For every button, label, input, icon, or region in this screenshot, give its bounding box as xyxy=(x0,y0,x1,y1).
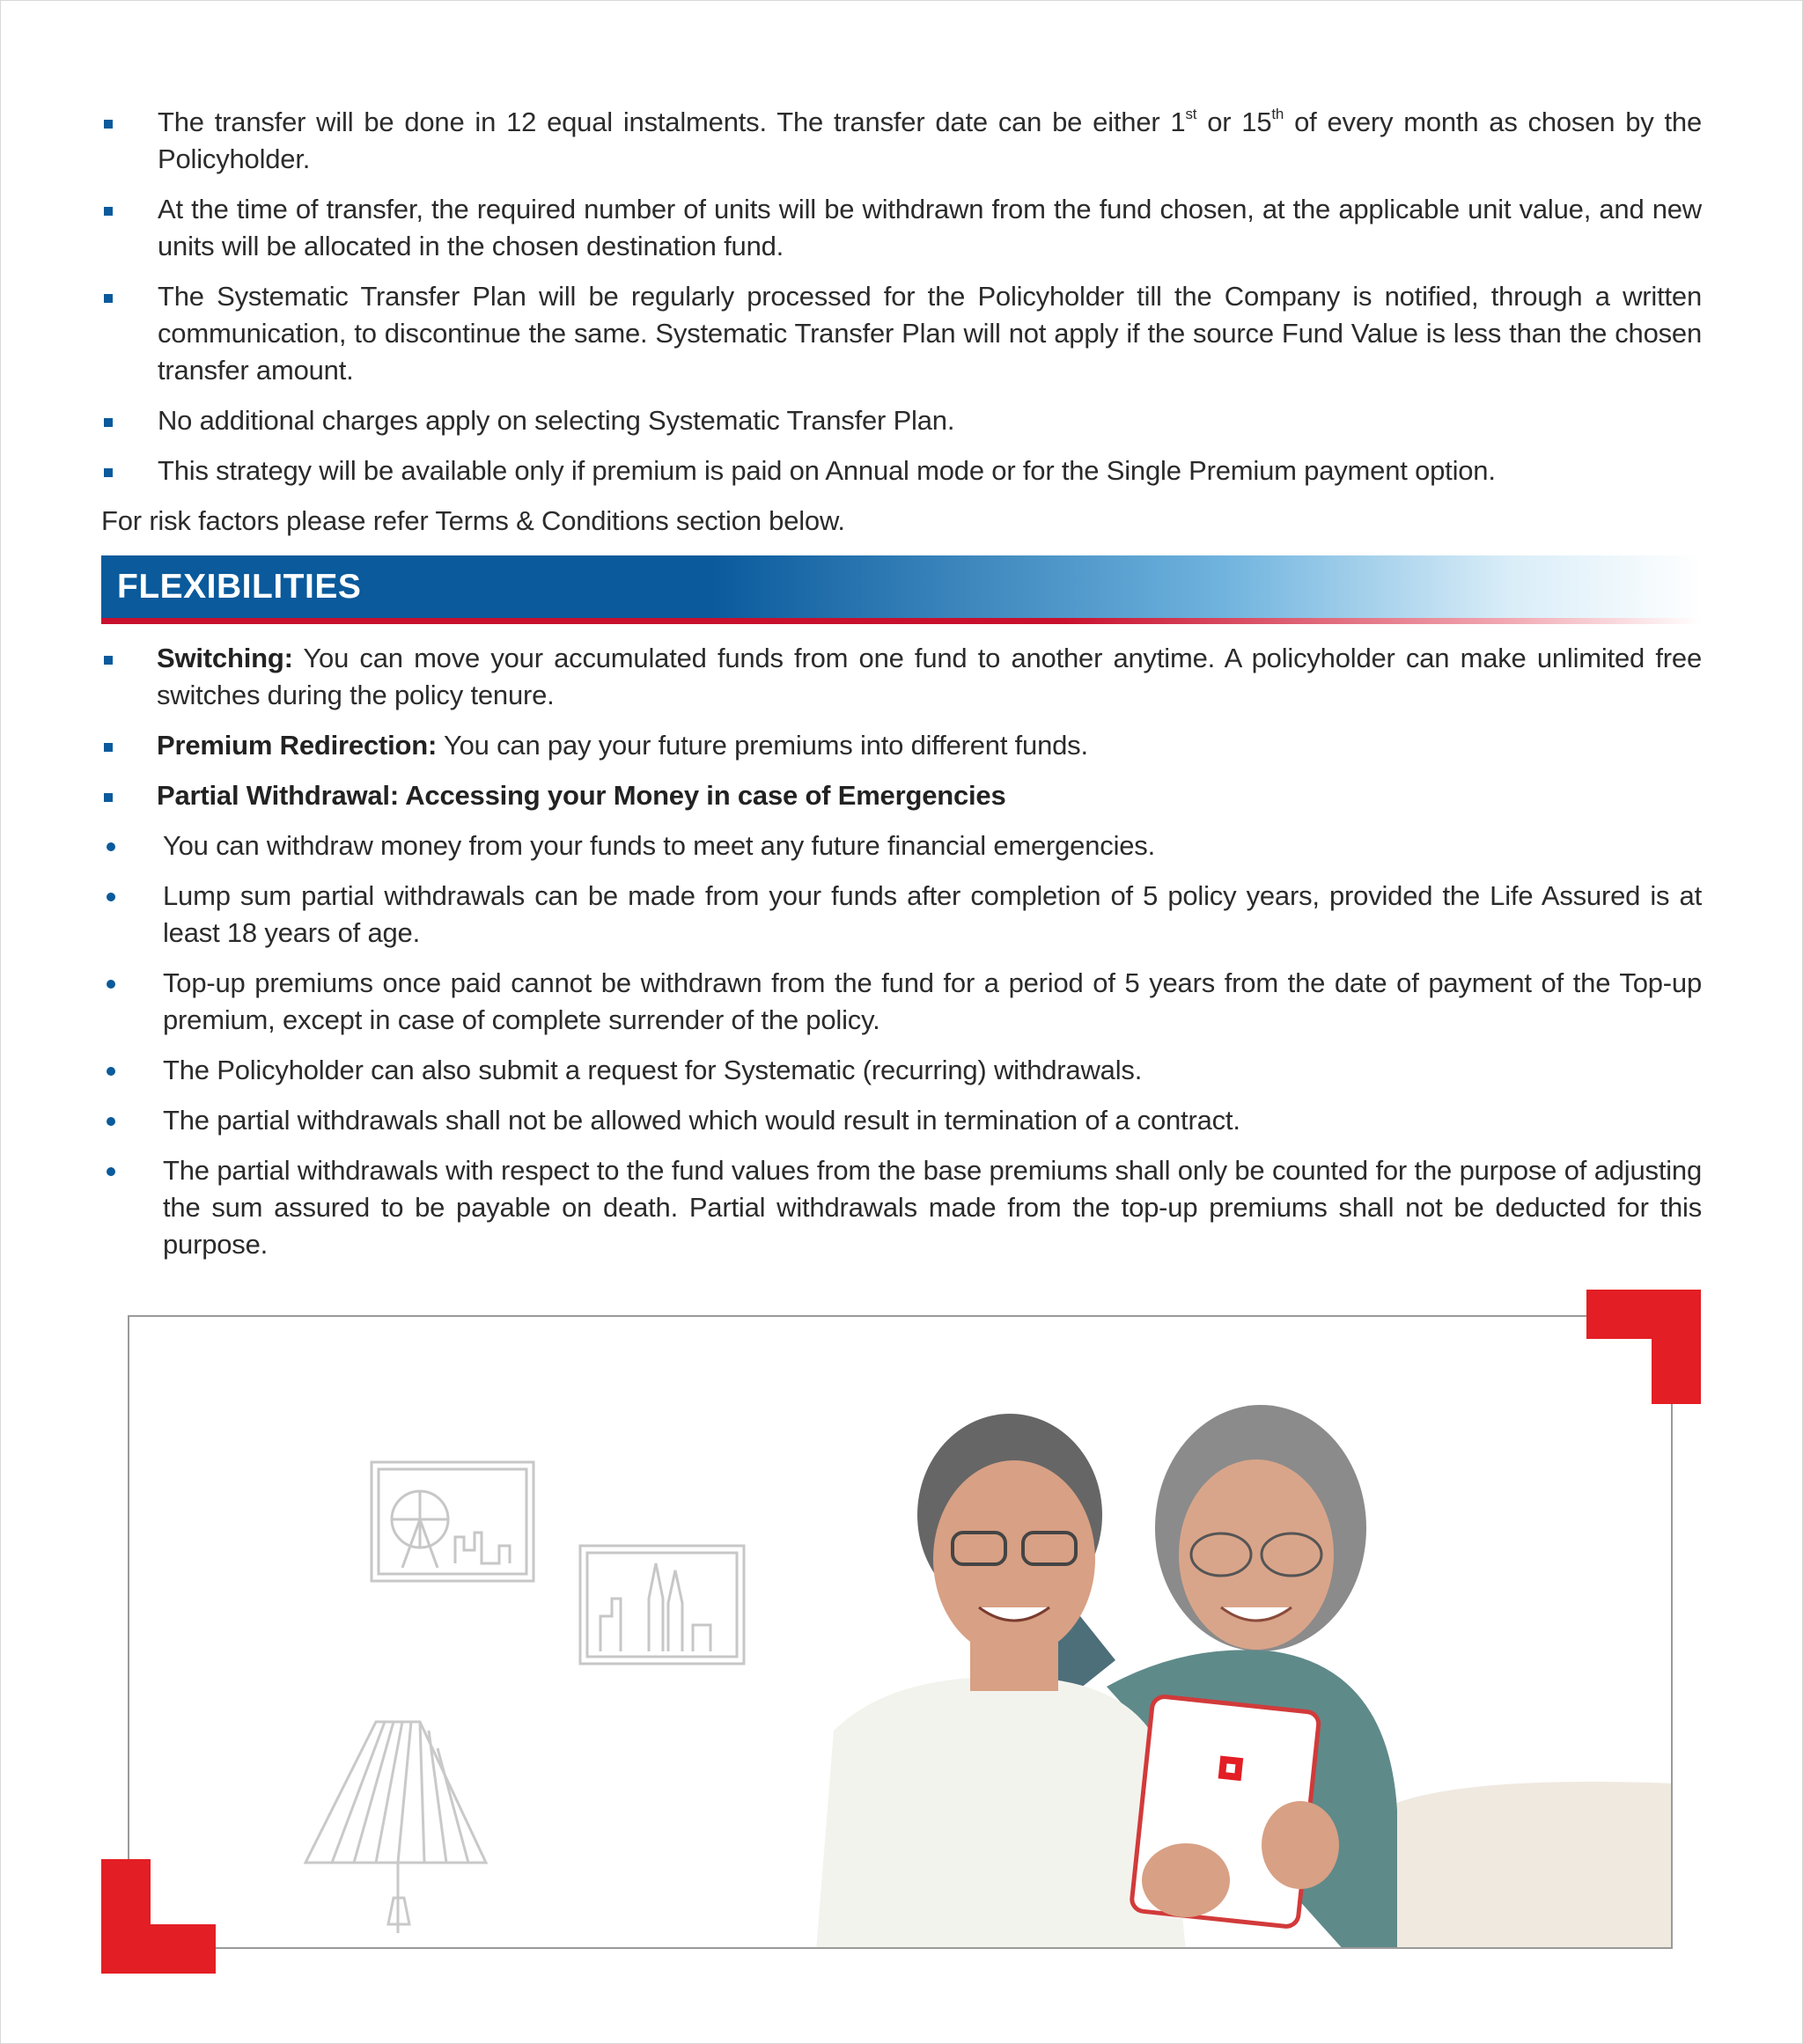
sofa xyxy=(1362,1782,1673,1949)
square-bullet-icon xyxy=(104,207,113,216)
risk-note: For risk factors please refer Terms & Conditions section below. xyxy=(101,505,845,536)
round-bullet-icon xyxy=(107,1117,115,1126)
square-bullet-icon xyxy=(104,418,113,427)
corner-bracket-top-right-icon xyxy=(1586,1290,1701,1404)
partial-withdrawal-points xyxy=(101,827,1702,1263)
section-title: FLEXIBILITIES xyxy=(117,568,362,606)
hand xyxy=(1262,1801,1339,1889)
square-bullet-icon xyxy=(104,793,113,802)
section-header-flexibilities xyxy=(101,555,1702,619)
list-item: Lump sum partial withdrawals can be made from your funds after completion of 5 policy years, provided the Life Assured is at least 18 years of age. xyxy=(101,878,1702,952)
list-item-switching: Switching: You can move your accumulated funds from one fund to another anytime. A policyholder can make unlimited free switches during the policy tenure. xyxy=(101,640,1702,714)
list-item: At the time of transfer, the required number of units will be withdrawn from the fund chosen, at the applicable unit value, and new units will be allocated in the chosen destination fund. xyxy=(101,191,1702,265)
hand xyxy=(1142,1843,1230,1917)
list-item: The partial withdrawals with respect to the fund values from the base premiums shall only be counted for the purpose of adjusting the sum assured to be payable on death. Partial withdrawals made from the top-up premiums shall not be deducted for this purpose. xyxy=(101,1152,1702,1263)
list-item: The Policyholder can also submit a request for Systematic (recurring) withdrawals. xyxy=(101,1052,1702,1089)
list-item: No additional charges apply on selecting Systematic Transfer Plan. xyxy=(101,402,1702,439)
list-item: You can withdraw money from your funds to meet any future financial emergencies. xyxy=(101,827,1702,864)
corner-bracket-bottom-left-icon xyxy=(101,1859,216,1974)
square-bullet-icon xyxy=(104,120,113,129)
square-bullet-icon xyxy=(104,743,113,752)
tablet-icon xyxy=(1130,1695,1320,1928)
round-bullet-icon xyxy=(107,893,115,901)
square-bullet-icon xyxy=(104,656,113,665)
list-item-partial-withdrawal: Partial Withdrawal: Accessing your Money in case of Emergencies You can withdraw money from your funds to meet any future financial emergencies. Lump sum partial withdrawals can be made from your funds after completion of 5 policy years, provided the Life Assured is at least 18 years of age. Top-up premiums once paid cannot be withdrawn from the fund for a period of 5 years from the date of payment of the Top-up premium, except in case of complete surrender of the policy. The Policyholder can also submit a request for Systematic (recurring) withdrawals. The partial withdrawals shall not be allowed which would result in termination of a contract. The partial withdrawals with respect to the fund values from the base premiums shall only be counted for the purpose of adjusting the sum assured to be payable on death. Partial withdrawals made from the top-up premiums shall not be deducted for this purpose. xyxy=(101,777,1702,1263)
photo-frame xyxy=(128,1315,1673,1949)
document-content xyxy=(101,104,1702,1276)
round-bullet-icon xyxy=(107,842,115,851)
flexibilities-list xyxy=(101,640,1702,1263)
lamp-icon xyxy=(305,1722,486,1933)
wall-frame-ferris-wheel xyxy=(372,1462,534,1581)
woman-figure xyxy=(966,1405,1397,1949)
list-item: The partial withdrawals shall not be allowed which would result in termination of a contract. xyxy=(101,1102,1702,1139)
list-item: This strategy will be available only if premium is paid on Annual mode or for the Single Premium payment option. xyxy=(101,452,1702,489)
square-bullet-icon xyxy=(104,468,113,477)
round-bullet-icon xyxy=(107,980,115,989)
man-figure xyxy=(816,1414,1186,1949)
square-bullet-icon xyxy=(104,294,113,303)
list-item-premium-redirection: Premium Redirection: You can pay your future premiums into different funds. xyxy=(101,727,1702,764)
couple-with-tablet-illustration xyxy=(129,1317,1673,1949)
list-item: The transfer will be done in 12 equal instalments. The transfer date can be either 1st or 15th of every month as chosen by the Policyholder. xyxy=(101,104,1702,178)
round-bullet-icon xyxy=(107,1067,115,1076)
round-bullet-icon xyxy=(107,1167,115,1176)
list-item: Top-up premiums once paid cannot be withdrawn from the fund for a period of 5 years from the date of payment of the Top-up premium, except in case of complete surrender of the policy. xyxy=(101,965,1702,1039)
list-item: The Systematic Transfer Plan will be regularly processed for the Policyholder till the Company is notified, through a written communication, to discontinue the same. Systematic Transfer Plan will not apply if the source Fund Value is less than the chosen transfer amount. xyxy=(101,278,1702,389)
wall-frame-skyline xyxy=(580,1546,744,1664)
stp-list xyxy=(101,104,1702,489)
